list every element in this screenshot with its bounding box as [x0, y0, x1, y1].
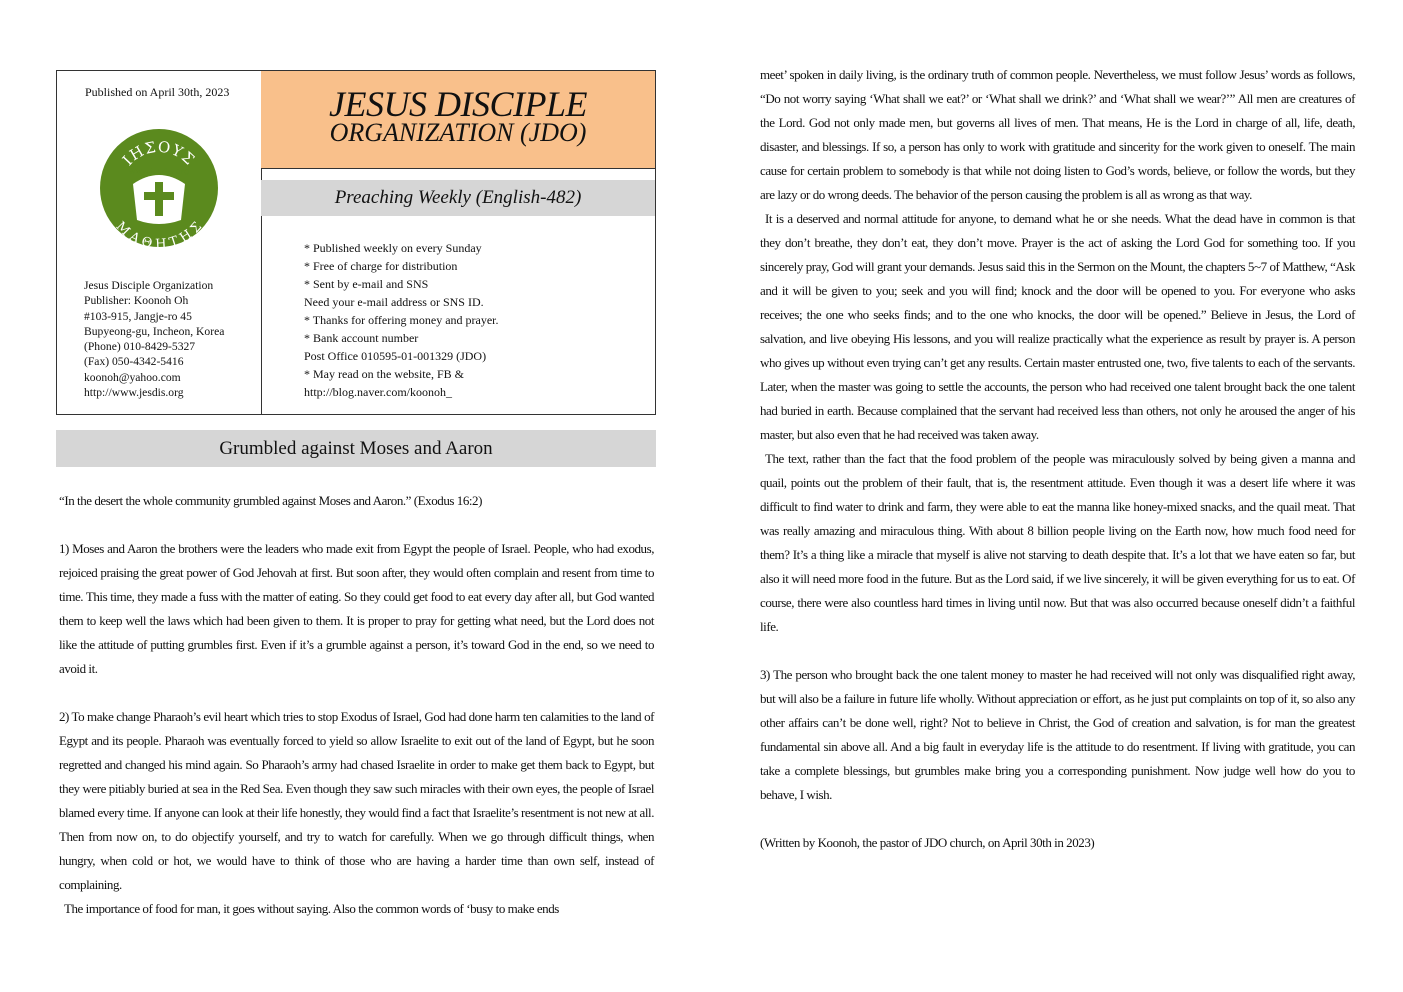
note-item: * Sent by e-mail and SNS	[304, 277, 429, 291]
sermon-title: Grumbled against Moses and Aaron	[56, 430, 656, 467]
contact-line: (Phone) 010-8429-5327	[84, 340, 196, 354]
right-column	[760, 63, 1355, 855]
note-item: * Thanks for offering money and prayer.	[304, 313, 499, 327]
logo-top-text: ΙΗΣΟΥΣ	[118, 137, 199, 170]
publisher-panel	[57, 71, 262, 414]
scripture-verse: “In the desert the whole community grumbled against Moses and Aaron.” (Exodus 16:2)	[59, 493, 482, 508]
note-item: * Bank account number	[304, 331, 419, 345]
contact-line: #103-915, Jangje-ro 45	[84, 309, 192, 323]
blog-link[interactable]: http://blog.naver.com/koonoh_	[304, 385, 452, 399]
contact-website[interactable]: http://www.jesdis.org	[84, 386, 184, 400]
signature: (Written by Koonoh, the pastor of JDO church, on April 30th in 2023)	[760, 835, 1095, 850]
paragraph-5: The text, rather than the fact that the food problem of the people was miraculously solved by being given a manna and quail, points out the problem of their fault, that is, the resentment attitude. Even though it was a desert life where it was difficult to find water to drink and farm, they were able to eat the manna like honey-mixed snacks, and the quail meat. That was really amazing and miraculous thing. With about 8 billion people living on the Earth now, how much food need for them? It’s a thing like a miracle that myself is alive not starving to death despite that. It’s a lot that we have eaten so far, but also it will need more food in the future. But as the Lord said, if we live sincerely, it will be given everything for us to eat. Of course, there were also countless hard times in living until now. But that was also occurred because oneself didn’t a faithful life.	[760, 451, 1355, 634]
paragraph-3-cont: meet’ spoken in daily living, is the ordinary truth of common people. Nevertheless, we must follow Jesus’ words as follows, “Do not worry saying ‘What shall we eat?’ or ‘What shall we drink?’ and ‘What shall we wear?’” All men are creatures of the Lord. God not only made men, but governs all lives of men. That means, He is the Lord in charge of all, life, death, disaster, and blessings. If so, a person has only to work with gratitude and sincerity for the work given to oneself. The main cause for certain problem to somebody is that while not doing listen to God’s words, believe, or follow the words, but they are lazy or do wrong deeds. The behavior of the person causing the problem is all as wrong as that way.	[760, 67, 1355, 202]
paragraph-1: 1) Moses and Aaron the brothers were the leaders who made exit from Egypt the people of Israel. People, who had exodus, rejoiced praising the great power of God Jehovah at first. But soon after, they would often complain and resent from time to time. This time, they made a fuss with the matter of eating. So they could get food to eat every day after all, but God wanted them to keep well the laws which had been given to them. It is proper to pray for getting what need, but the Lord does not like the attitude of putting grumbles first. Even if it’s a grumble against a person, it’s toward God in the end, so we need to avoid it.	[59, 541, 654, 676]
logo-bottom-text: ΜΑΘΗΤΗΣ	[112, 218, 206, 248]
notes-list	[304, 239, 499, 401]
logo-url-text: www.jesdis.org	[129, 167, 189, 176]
contact-line: Publisher: Koonoh Oh	[84, 294, 189, 308]
title-line1: JESUS DISCIPLE	[329, 84, 587, 124]
note-item: * Free of charge for distribution	[304, 259, 458, 273]
paragraph-6: 3) The person who brought back the one talent money to master he had received will not only was disqualified right away, but will also be a failure in future life wholly. Without appreciation or effort, as he just put complaints on top of it, so also any other affairs can’t be done well, right? Not to believe in Christ, the God of creation and salvation, is for man the greatest fundamental sin above all. And a big fault in everyday life is the attitude to do resentment. If living with gratitude, you can take a complete blessings, but grumbles make bring you a corresponding punishment. Now judge well how do you to behave, I wish.	[760, 667, 1355, 802]
note-item: Post Office 010595-01-001329 (JDO)	[304, 349, 487, 363]
published-date: Published on April 30th, 2023	[85, 85, 230, 99]
title-line2: ORGANIZATION (JDO)	[329, 118, 587, 147]
contact-email[interactable]: koonoh@yahoo.com	[84, 370, 181, 384]
note-item: Need your e-mail address or SNS ID.	[304, 295, 484, 309]
note-item: * Published weekly on every Sunday	[304, 241, 482, 255]
weekly-band: Preaching Weekly (English-482)	[261, 180, 655, 216]
paragraph-4: It is a deserved and normal attitude for anyone, to demand what he or she needs. What the dead have in common is that they don’t breathe, they don’t eat, they don’t move. Prayer is the act of asking the Lord God for something too. If you sincerely pray, God will grant your demands. Jesus said this in the Sermon on the Mount, the chapters 5~7 of Matthew, “Ask and it will be given to you; seek and you will find; knock and the door will be opened to you. For everyone who asks receives; the one who seeks finds; and to the one who knocks, the door will be opened.” Believe in Jesus, the Lord of salvation, and live obeying His lessons, and you will realize practically what the experience as result by prayer is. A person who gives up without even trying can’t get any results. Certain master entrusted one, two, five talents to each of the servants. Later, when the master was going to settle the accounts, the person who had received one talent brought back the one talent had buried in earth. Because complained that the servant had received less than others, not only he aroused the anger of his master, but also even that he had received was taken away.	[760, 211, 1355, 442]
contact-info	[84, 278, 224, 400]
contact-line: (Fax) 050-4342-5416	[84, 355, 184, 369]
header-box	[56, 70, 656, 415]
jdo-logo	[99, 128, 219, 248]
contact-line: Bupyeong-gu, Incheon, Korea	[84, 324, 225, 338]
paragraph-3-start: The importance of food for man, it goes without saying. Also the common words of ‘busy to make ends	[64, 901, 559, 916]
left-column	[59, 489, 654, 921]
paragraph-2: 2) To make change Pharaoh’s evil heart which tries to stop Exodus of Israel, God had done harm ten calamities to the land of Egypt and its people. Pharaoh was eventually forced to yield so allow Israelite to exit out of the land of Egypt, but he soon regretted and changed his mind again. So Pharaoh’s army had chased Israelite in order to make get them back to Egypt, but they were pitiably buried at sea in the Red Sea. Even though they saw such miracles with their own eyes, the people of Israel blamed every time. If anyone can look at their life honestly, they would find a fact that Israelite’s resentment is not new at all. Then from now on, to do objectify yourself, and try to watch for carefully. When we go through difficult things, when hungry, when cold or hot, we would have to think of those who are having a harder time than own self, instead of complaining.	[59, 709, 654, 892]
note-item: * May read on the website, FB &	[304, 367, 464, 381]
contact-line: Jesus Disciple Organization	[84, 279, 214, 292]
title-banner	[261, 71, 655, 169]
